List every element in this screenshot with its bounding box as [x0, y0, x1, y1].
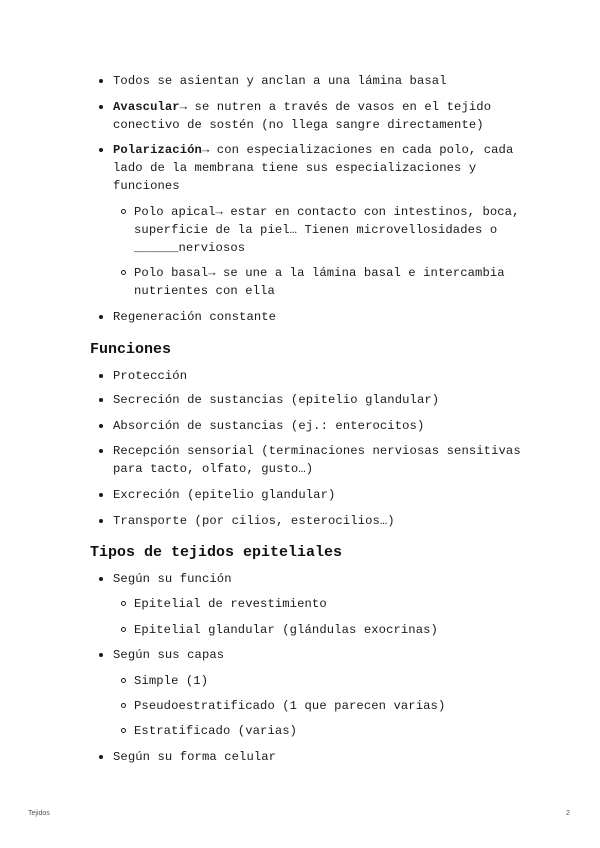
bullet-icon — [99, 315, 103, 319]
bullet-icon — [99, 493, 103, 497]
bullet-icon — [99, 449, 103, 453]
list-item-text: Excreción (epitelio glandular) — [113, 488, 336, 502]
list-item-text: Transporte (por cilios, esterocilios…) — [113, 514, 395, 528]
list-item-text: Polo apical→ estar en contacto con intestinos, boca, superficie de la piel… Tienen microvellosidades o ______nerviosos — [134, 205, 520, 255]
section-heading-tipos: Tipos de tejidos epiteliales — [90, 544, 343, 561]
sub-list-item — [134, 722, 524, 740]
bullet-icon — [99, 653, 103, 657]
circle-bullet-icon — [121, 209, 126, 214]
list-item — [113, 98, 523, 134]
circle-bullet-icon — [121, 627, 126, 632]
list-item-text: Según sus capas — [113, 648, 225, 662]
list-item — [113, 72, 523, 90]
bullet-icon — [99, 755, 103, 759]
sub-list-item — [134, 203, 524, 257]
bullet-icon — [99, 374, 103, 378]
sub-list-item — [134, 621, 524, 639]
sub-list-item — [134, 697, 524, 715]
sub-list-item — [134, 672, 524, 690]
circle-bullet-icon — [121, 270, 126, 275]
sub-list-item — [134, 264, 524, 300]
bullet-icon — [99, 577, 103, 581]
list-item-text: Según su forma celular — [113, 750, 277, 764]
sub-list-item — [134, 595, 524, 613]
list-item — [113, 367, 523, 385]
list-item-text: Todos se asientan y anclan a una lámina basal — [113, 74, 447, 88]
list-item-text: se nutren a través de vasos en el tejido conectivo de sostén (no llega sangre directamente) — [113, 100, 492, 132]
list-item — [113, 748, 523, 766]
circle-bullet-icon — [121, 601, 126, 606]
bullet-icon — [99, 148, 103, 152]
list-item — [113, 486, 523, 504]
list-item-text: Recepción sensorial (terminaciones nerviosas sensitivas para tacto, olfato, gusto…) — [113, 444, 521, 476]
list-item — [113, 391, 523, 409]
circle-bullet-icon — [121, 728, 126, 733]
list-item-text: Epitelial de revestimiento — [134, 597, 327, 611]
list-item-text: Secreción de sustancias (epitelio glandular) — [113, 393, 440, 407]
list-item — [113, 646, 523, 664]
circle-bullet-icon — [121, 678, 126, 683]
bullet-icon — [99, 105, 103, 109]
list-item-text: Absorción de sustancias (ej.: enterocitos) — [113, 419, 425, 433]
bullet-icon — [99, 424, 103, 428]
list-item-bold: Polarización→ — [113, 143, 210, 157]
bullet-icon — [99, 79, 103, 83]
list-item-text: Protección — [113, 369, 188, 383]
circle-bullet-icon — [121, 703, 126, 708]
list-item — [113, 417, 523, 435]
list-item-text: Pseudoestratificado (1 que parecen varias) — [134, 699, 446, 713]
list-item-text: Polo basal→ se une a la lámina basal e intercambia nutrientes con ella — [134, 266, 505, 298]
list-item — [113, 512, 523, 530]
list-item — [113, 570, 523, 588]
list-item-bold: Avascular→ — [113, 100, 188, 114]
list-item-text: Estratificado (varias) — [134, 724, 298, 738]
list-item-text: Según su función — [113, 572, 232, 586]
list-item — [113, 442, 523, 478]
footer-title: Tejidos — [28, 810, 50, 817]
bullet-icon — [99, 519, 103, 523]
page-number: 2 — [566, 810, 570, 817]
list-item-text: Simple (1) — [134, 674, 209, 688]
list-item — [113, 141, 523, 195]
list-item-text: Epitelial glandular (glándulas exocrinas) — [134, 623, 438, 637]
list-item-text: con especializaciones en cada polo, cada lado de la membrana tiene sus especializaciones y funciones — [113, 143, 514, 193]
section-heading-funciones: Funciones — [90, 341, 172, 358]
bullet-icon — [99, 398, 103, 402]
list-item — [113, 308, 523, 326]
list-item-text: Regeneración constante — [113, 310, 277, 324]
